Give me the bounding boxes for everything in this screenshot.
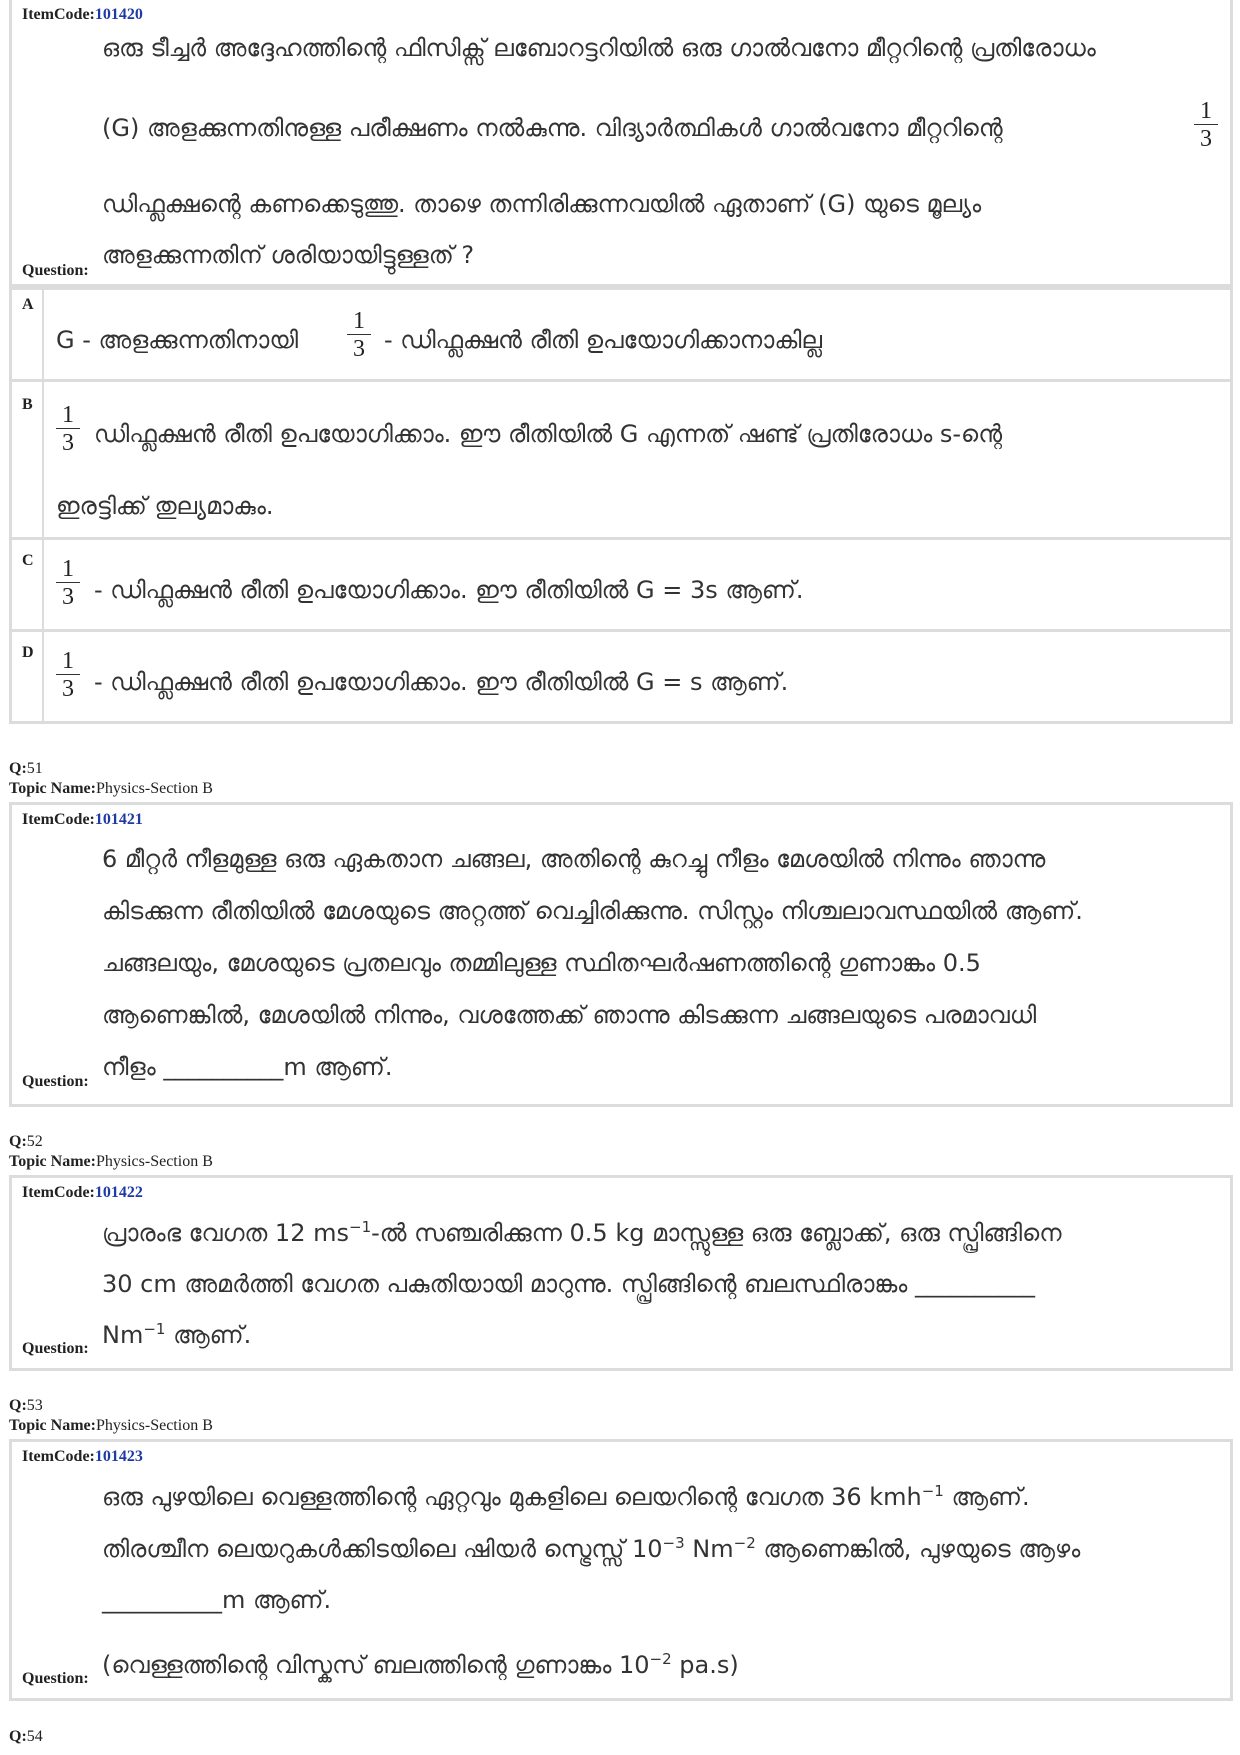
option-letter: D — [22, 644, 34, 661]
question-label: Question: — [22, 1073, 89, 1090]
fraction-one-third: $\frac{1}{3}$ — [1194, 98, 1218, 153]
itemcode-value: 101420 — [94, 6, 143, 23]
question-line: കിടക്കുന്ന രീതിയിൽ മേശയുടെ അറ്റത്ത് വെച്ചിരിക്കുന്നു. സിസ്റ്റം നിശ്ചലാവസ്ഥയിൽ ആണ്. — [102, 897, 1083, 925]
question-block-101420 — [9, 0, 1233, 287]
question-line: (വെള്ളത്തിന്റെ വിസ്കസ് ബലത്തിന്റെ ഗുണാങ്കം $10^{-2}$ pa.s) — [102, 1650, 739, 1679]
question-number: Q:51 — [9, 760, 43, 777]
question-number: Q:53 — [9, 1397, 43, 1414]
option-text-pre: G - അളക്കുന്നതിനായി — [56, 326, 299, 354]
question-number: Q:52 — [9, 1133, 43, 1150]
question-line: ഒരു പുഴയിലെ വെള്ളത്തിന്റെ ഏറ്റവും മുകളിലെ ലെയറിന്റെ വേഗത 36 kmh$^{-1}$ ആണ്. — [102, 1482, 1030, 1511]
option-divider — [42, 290, 44, 379]
question-line: 30 cm അമർത്തി വേഗത പകുതിയായി മാറുന്നു. സ്പ്രിങ്ങിന്റെ ബലസ്ഥിരാങ്കം __________ — [102, 1270, 1035, 1298]
option-c[interactable] — [9, 540, 1233, 632]
question-line: നീളം __________m ആണ്. — [102, 1053, 393, 1081]
question-block-101422 — [9, 1175, 1233, 1371]
question-number: Q:54 — [9, 1728, 43, 1745]
topic-name: Topic Name:Physics-Section B — [9, 780, 213, 797]
option-text-line2: ഇരട്ടിക്ക് തുല്യമാകും. — [56, 492, 274, 520]
option-divider — [42, 540, 44, 629]
itemcode-label: ItemCode: — [22, 6, 95, 23]
itemcode: ItemCode:101422 — [22, 1184, 143, 1201]
option-text-post: - ഡിഫ്ലക്ഷൻ രീതി ഉപയോഗിക്കാനാകില്ല — [384, 326, 822, 354]
option-letter: B — [22, 396, 33, 413]
option-letter: A — [22, 296, 34, 313]
option-b[interactable] — [9, 382, 1233, 540]
question-label: Question: — [22, 262, 89, 279]
question-line: __________m ആണ്. — [102, 1586, 332, 1614]
option-d[interactable] — [9, 632, 1233, 724]
topic-name: Topic Name:Physics-Section B — [9, 1153, 213, 1170]
option-a[interactable] — [9, 287, 1233, 382]
question-block-101421 — [9, 802, 1233, 1107]
question-line: $Nm^{-1}$ ആണ്. — [102, 1320, 252, 1349]
fraction-one-third: $\frac{1}{3}$ — [56, 556, 80, 611]
itemcode: ItemCode:101421 — [22, 811, 143, 828]
fraction-one-third: $\frac{1}{3}$ — [56, 402, 80, 457]
question-label: Question: — [22, 1670, 89, 1687]
question-label: Question: — [22, 1340, 89, 1357]
option-text-line1: ഡിഫ്ലക്ഷൻ രീതി ഉപയോഗിക്കാം. ഈ രീതിയിൽ G എന്നത് ഷണ്ട് പ്രതിരോധം s-ന്റെ — [94, 420, 1003, 448]
question-line: പ്രാരംഭ വേഗത 12 $ms^{-1}-ൽ$ സഞ്ചരിക്കുന്ന 0.5 kg മാസ്സുള്ള ഒരു ബ്ലോക്ക്, ഒരു സ്പ്രിങ്ങിനെ — [102, 1218, 1062, 1247]
question-line: ചങ്ങലയും, മേശയുടെ പ്രതലവും തമ്മിലുള്ള സ്ഥിതഘർഷണത്തിന്റെ ഗുണാങ്കം 0.5 — [102, 949, 981, 977]
question-line: ഒരു ടീച്ചർ അദ്ദേഹത്തിന്റെ ഫിസിക്സ് ലബോറട്ടറിയിൽ ഒരു ഗാൽവനോ മീറ്ററിന്റെ പ്രതിരോധം — [102, 34, 1096, 62]
option-text: - ഡിഫ്ലക്ഷൻ രീതി ഉപയോഗിക്കാം. ഈ രീതിയിൽ G = 3s ആണ്. — [94, 576, 804, 604]
fraction-one-third: $\frac{1}{3}$ — [56, 648, 80, 703]
fraction-one-third: $\frac{1}{3}$ — [347, 308, 371, 363]
itemcode: ItemCode:101423 — [22, 1448, 143, 1465]
option-text: - ഡിഫ്ലക്ഷൻ രീതി ഉപയോഗിക്കാം. ഈ രീതിയിൽ G = s ആണ്. — [94, 668, 789, 696]
topic-name: Topic Name:Physics-Section B — [9, 1417, 213, 1434]
itemcode — [22, 6, 143, 24]
question-line: തിരശ്ചീന ലെയറുകൾക്കിടയിലെ ഷിയർ സ്ട്രെസ്സ് $10^{-3}$ $Nm^{-2}$ ആണെങ്കിൽ, പുഴയുടെ ആഴം — [102, 1534, 1081, 1563]
question-line: 6 മീറ്റർ നീളമുള്ള ഒരു ഏകതാന ചങ്ങല, അതിന്റെ കുറച്ചു നീളം മേശയിൽ നിന്നും ഞാന്നു — [102, 845, 1046, 873]
option-divider — [42, 382, 44, 537]
option-letter: C — [22, 552, 34, 569]
question-line: (G) അളക്കുന്നതിനുള്ള പരീക്ഷണം നൽകുന്നു. വിദ്യാർത്ഥികൾ ഗാൽവനോ മീറ്ററിന്റെ — [102, 114, 1003, 142]
option-divider — [42, 632, 44, 721]
question-line: അളക്കുന്നതിന് ശരിയായിട്ടുള്ളത് ? — [102, 241, 475, 269]
question-block-101423 — [9, 1439, 1233, 1701]
question-line: ആണെങ്കിൽ, മേശയിൽ നിന്നും, വശത്തേക്ക് ഞാന്നു കിടക്കുന്ന ചങ്ങലയുടെ പരമാവധി — [102, 1001, 1037, 1029]
question-line: ഡിഫ്ലക്ഷന്റെ കണക്കെടുത്തു. താഴെ തന്നിരിക്കുന്നവയിൽ ഏതാണ് (G) യുടെ മൂല്യം — [102, 190, 982, 218]
